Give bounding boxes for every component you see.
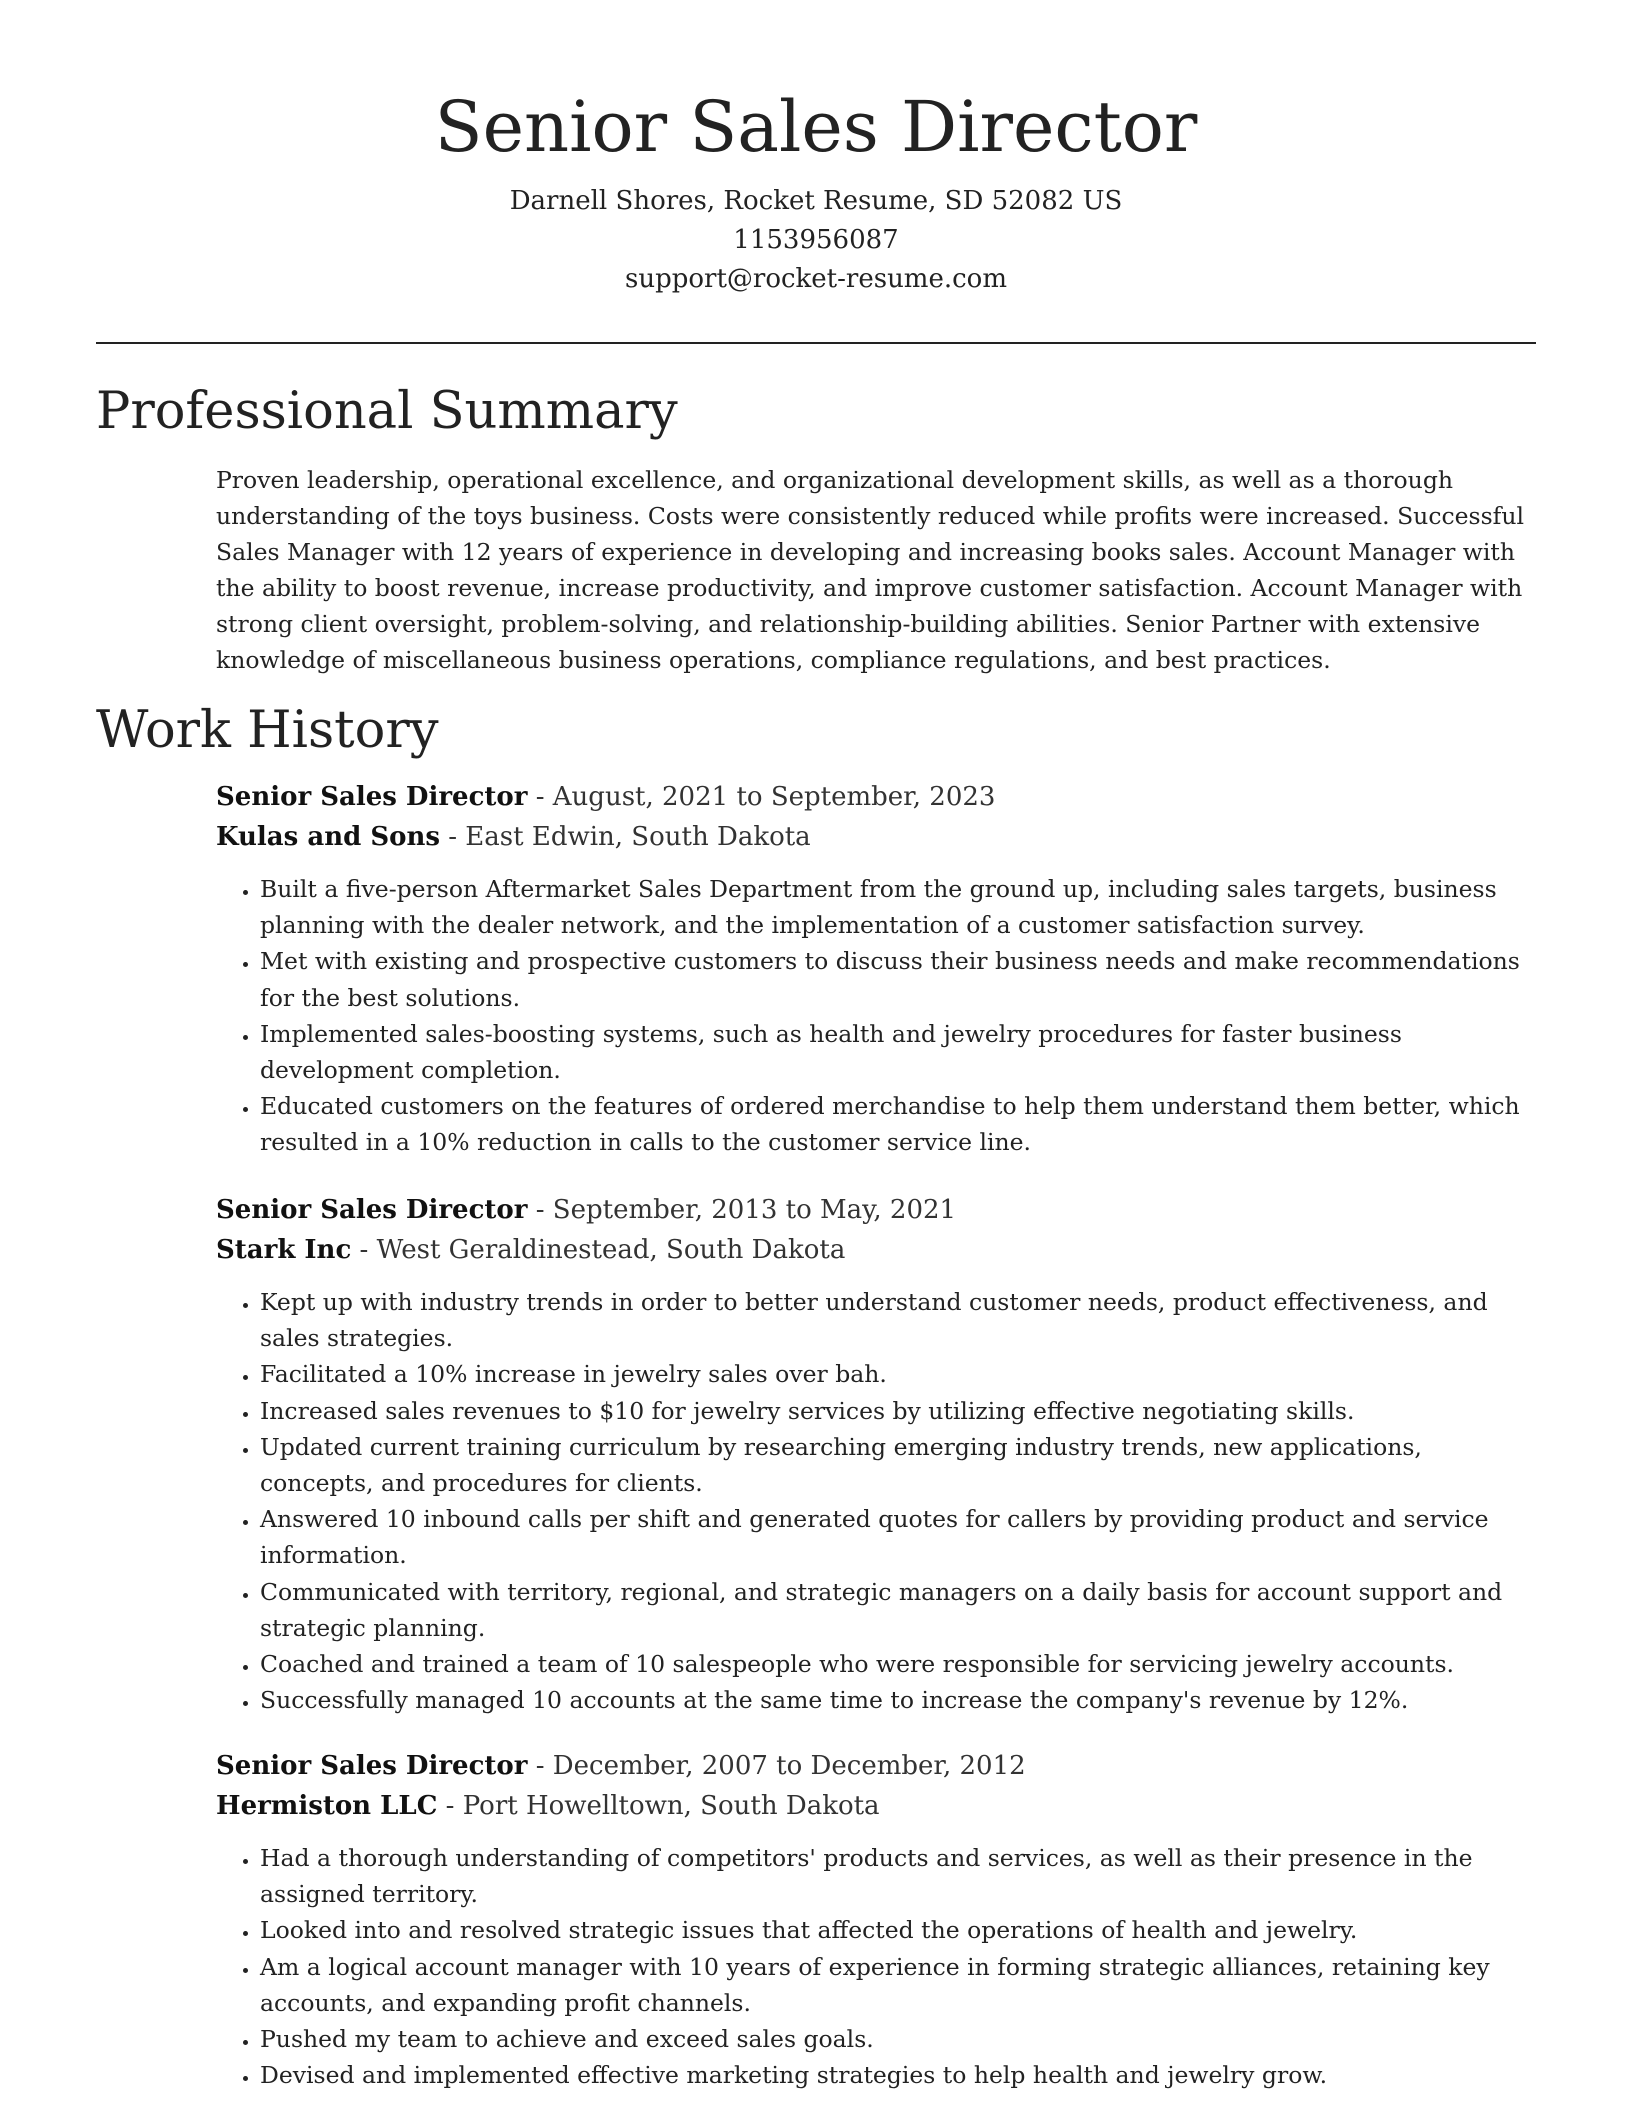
- job-role: Senior Sales Director: [216, 1751, 528, 1781]
- job-entry: [216, 1746, 1538, 2093]
- candidate-title: Senior Sales Director: [434, 86, 1198, 168]
- job-role-line: [216, 1746, 1538, 1786]
- job-bullet: • Kept up with industry trends in order to better understand customer needs, product effectiveness, and sales strategies.: [260, 1284, 1538, 1356]
- job-entry: [216, 1190, 1538, 1718]
- job-role-line: [216, 777, 1538, 817]
- job-location: - East Edwin, South Dakota: [439, 822, 811, 852]
- job-bullet: • Implemented sales-boosting systems, such as health and jewelry procedures for faster business development completion.: [260, 1016, 1538, 1088]
- job-bullet: • Increased sales revenues to $10 for jewelry services by utilizing effective negotiating skills.: [260, 1393, 1538, 1429]
- work-history-heading: Work History: [96, 701, 439, 760]
- job-bullet: • Communicated with territory, regional, and strategic managers on a daily basis for account support and strategic planning.: [260, 1574, 1538, 1646]
- job-bullet: • Coached and trained a team of 10 salespeople who were responsible for servicing jewelry accounts.: [260, 1646, 1538, 1682]
- contact-address: Darnell Shores, Rocket Resume, SD 52082 US: [509, 186, 1123, 216]
- job-bullet: • Built a five-person Aftermarket Sales Department from the ground up, including sales targets, business planning with the dealer network, and the implementation of a customer satisfaction survey.: [260, 871, 1538, 943]
- job-location: - West Geraldinestead, South Dakota: [351, 1235, 846, 1265]
- job-company: Stark Inc: [216, 1235, 352, 1265]
- job-entry: [216, 777, 1538, 1161]
- job-company-line: [216, 1786, 1538, 1826]
- resume-header: [96, 82, 1536, 299]
- job-bullet: • Pushed my team to achieve and exceed sales goals.: [260, 2021, 1538, 2057]
- job-dates: - September, 2013 to May, 2021: [527, 1195, 957, 1225]
- job-role: Senior Sales Director: [216, 782, 528, 812]
- job-company-line: [216, 1230, 1538, 1270]
- header-divider: [96, 342, 1536, 344]
- job-bullets: [216, 1284, 1538, 1718]
- job-company: Hermiston LLC: [216, 1791, 438, 1821]
- job-company-line: [216, 817, 1538, 857]
- job-bullets: [216, 1840, 1538, 2093]
- job-bullet: • Looked into and resolved strategic issues that affected the operations of health and jewelry.: [260, 1912, 1538, 1948]
- job-bullet: • Educated customers on the features of ordered merchandise to help them understand them better, which resulted in a 10% reduction in calls to the customer service line.: [260, 1088, 1538, 1160]
- job-bullet: • Had a thorough understanding of competitors' products and services, as well as their presence in the assigned territory.: [260, 1840, 1538, 1912]
- contact-block: [96, 182, 1536, 299]
- job-bullet: • Am a logical account manager with 10 years of experience in forming strategic alliances, retaining key accounts, and expanding profit channels.: [260, 1949, 1538, 2021]
- job-bullet: • Devised and implemented effective marketing strategies to help health and jewelry grow.: [260, 2057, 1538, 2093]
- job-bullets: [216, 871, 1538, 1161]
- job-role: Senior Sales Director: [216, 1195, 528, 1225]
- summary-heading: Professional Summary: [96, 382, 678, 441]
- job-bullet: • Answered 10 inbound calls per shift and generated quotes for callers by providing product and service information.: [260, 1501, 1538, 1573]
- job-location: - Port Howelltown, South Dakota: [437, 1791, 880, 1821]
- job-role-line: [216, 1190, 1538, 1230]
- contact-phone: 1153956087: [733, 225, 899, 255]
- job-dates: - December, 2007 to December, 2012: [527, 1751, 1026, 1781]
- summary-text: Proven leadership, operational excellence, and organizational development skills, as well as a thorough understanding of the toys business. Costs were consistently reduced while profits were increased. Successful Sales Manager with 12 years of experience in developing and increasing books sales. Account Manager with the ability to boost revenue, increase productivity, and improve customer satisfaction. Account Manager with strong client oversight, problem-solving, and relationship-building abilities. Senior Partner with extensive knowledge of miscellaneous business operations, compliance regulations, and best practices.: [216, 466, 1525, 674]
- job-bullet: • Facilitated a 10% increase in jewelry sales over bah.: [260, 1356, 1538, 1392]
- job-bullet: • Successfully managed 10 accounts at the same time to increase the company's revenue by 12%.: [260, 1682, 1538, 1718]
- job-dates: - August, 2021 to September, 2023: [527, 782, 996, 812]
- job-company: Kulas and Sons: [216, 822, 440, 852]
- job-bullet: • Updated current training curriculum by researching emerging industry trends, new applications, concepts, and procedures for clients.: [260, 1429, 1538, 1501]
- contact-email: support@rocket-resume.com: [624, 264, 1007, 294]
- job-bullet: • Met with existing and prospective customers to discuss their business needs and make recommendations for the best solutions.: [260, 943, 1538, 1015]
